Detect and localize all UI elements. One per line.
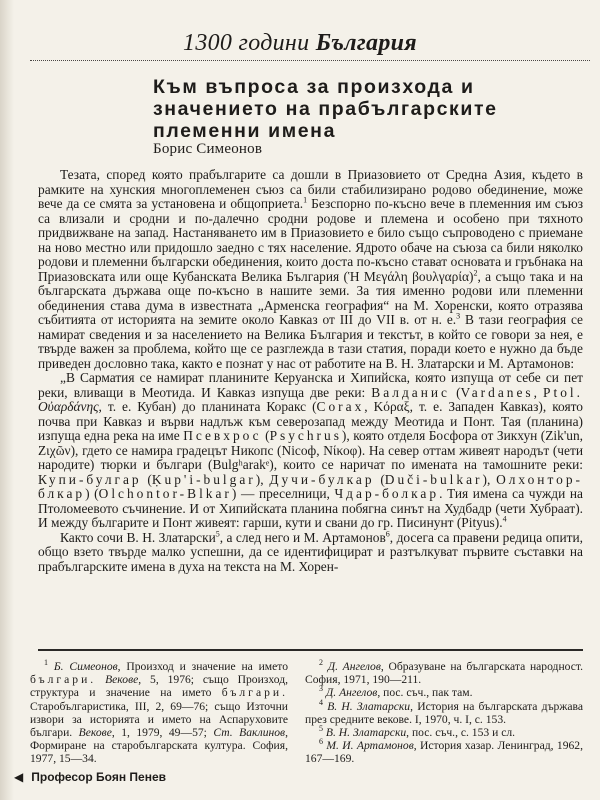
header-rule [30, 60, 590, 62]
footnote-5: $^5$ В. Н. Златарски, пос. съч., с. 153 и сл. [319, 724, 516, 740]
footnote-ref-5[interactable]: 5 [215, 529, 220, 539]
caption-text: Професор Боян Пенев [31, 770, 167, 784]
running-head-word: години [238, 30, 310, 56]
footnote-rule [38, 649, 583, 651]
footnote-ref-2[interactable]: 2 [473, 268, 478, 278]
article-author: Борис Симеонов [153, 141, 263, 157]
footnote-ref-6[interactable]: 6 [385, 529, 390, 539]
running-head-country: България [315, 30, 417, 56]
footnote-ref-3[interactable]: 3 [456, 311, 461, 321]
running-head [0, 30, 600, 57]
article-title: Към въпроса за произхода и значението на прабългарските племенни имена [153, 76, 498, 142]
article-body [38, 168, 583, 574]
footnote-1: $^1$ Б. Симеонов, Произход и значение на името българи. Векове, 5, 1976; също Произход, структура и значение на името българи. Старобългаристика, III, 2, 69—76; също Източни извори за историята и името на Аспаруховите българи. Векове, 1, 1979, 49—57; Ст. Ваклинов, Формиране на старобългарската култура. София, 1977, 15—34. [30, 658, 288, 766]
footnote-ref-4[interactable]: 4 [502, 514, 507, 524]
footnote-3: $^3$ Д. Ангелов, пос. съч., пак там. [319, 684, 473, 700]
running-head-number: 1300 [183, 30, 233, 56]
left-arrow-icon: ◀ [14, 770, 24, 784]
paragraph-3: Както сочи В. Н. Златарски$^5$, а след него и М. Артамонов$^6$, досега са правени редица опити, общо взето твърде малко успешни, да се идентифицират и разтълкуват първите съставки на прабългарските имена в духа на текста на М. Хорен- [38, 529, 584, 574]
quotation-paragraph: „В Сарматия се намират планините Керуанска и Хипийска, която изпуща от себе си пет реки, вливащи в Меотида. И Кавказ изпуща две реки: Валданис (Vardanes, Ptol. Οὐαρδάνης, т. е. Кубан) до планината Коракс (Corax, Κόραξ, т. е. Западен Кавказ), която почва при Кавказ и върви надлъж към северозапад между Меотида и Понт. Тая (планина) изпуща една река на име Псевхрос (Psychrus), която отделя Босфора от Зикхун (Zik'un, Ζιχῶν), гдето се намира градецът Никопс (Nicoф, Νίκοφ). На север оттам живеят народът (чети народите) тюрки и българи (Bulgʰarakᵉ), които се наричат по имената на тамошните реки: Купи-булгар (Ḳup'i-bulgar), Дучи-булкар (Duči-bulkar), Олхонтор-блкар) (Olchontor-Blkar) — преселници, Чдар-болкар. Тия имена са чужди на Птоломеевото съчинение. И от Хипийската планина побягна синът на Худбадр (чети Хубраат). И между българите и Понт живеят: гарши, кути и свани до гр. Писинунт (Pityus).$^4$ [38, 370, 584, 530]
figure-caption [14, 770, 166, 784]
footnote-ref-1[interactable]: 1 [303, 195, 308, 205]
footnote-6: $^6$ М. И. Артамонов, История хазар. Ленинград, 1962, 167—169. [305, 737, 583, 766]
footnotes-left-column [30, 660, 288, 766]
page-edge-shadow [0, 0, 14, 800]
paragraph-1: Тезата, според която прабългарите са дошли в Приазовието от Средна Азия, където в рамките на хунския многоплеменен съюз са били стабилизирано родово обединение, може вече да се смята за установена и общоприета.$^1$ Безспорно по-късно вече в племенния им съюз са влизали и сродни и по-далечно сродни родове и племена и особено при тяхното придвижване на запад. Настаняването им в Приазовието е било също съпроводено с приемане на ново местно или придошло заедно с тях население. Ядрото обаче на съюза са били няколко родови и племенни български обединения, които доста по-късно стават основата и гръбнака на Приазовската или още Кубанската Велика България (Ἡ Μεγάλη βουλγαρία)$^2$, а също така и на българската държава още по-късно в нашите земи. За тия именно родови или племенни обединения става дума в известната „Арменска география“ на М. Хоренски, която отразява събитията от историята на земите около Кавказ от III до VII в. от н. е.$^3$ В тази география се намират сведения и за населението на Велика България и текстът, в който се говори за нея, е твърде важен за проблема, който ще се разглежда в тази статия, поради което е нужно да бъде приведен дословно така, както е познат у нас от работите на В. Н. Златарски и М. Артамонов: [38, 167, 583, 371]
footnote-2: $^2$ Д. Ангелов, Образуване на българската народност. София, 1971, 190—211. [305, 658, 583, 687]
footnotes-right-column [305, 660, 583, 766]
footnote-4: $^4$ В. Н. Златарски, История на българската държава през средните векове. I, 1970, ч. I, с. 153. [305, 697, 583, 726]
